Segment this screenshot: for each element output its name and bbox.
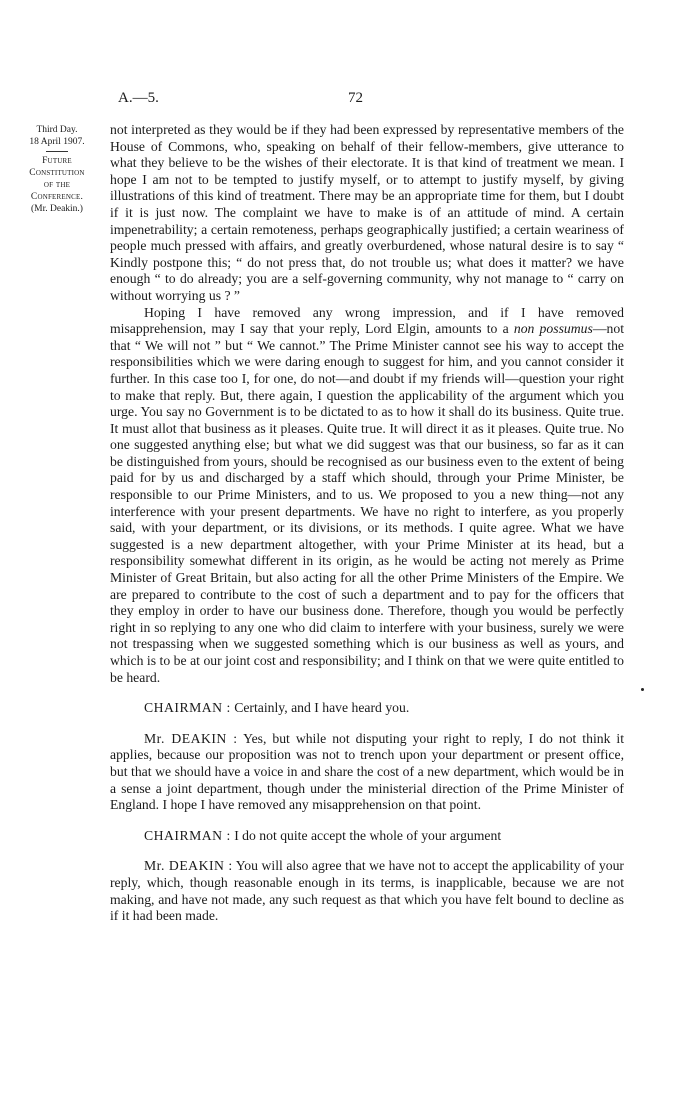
body-text bbox=[110, 122, 624, 925]
margin-subject-line3: of the bbox=[43, 180, 71, 190]
document-reference: A.—5. bbox=[118, 90, 159, 106]
paragraph-2 bbox=[110, 305, 624, 687]
speaker-label: CHAIRMAN : bbox=[144, 700, 231, 716]
speech-deakin-1 bbox=[110, 731, 624, 814]
speech-deakin-2 bbox=[110, 858, 624, 924]
speech-text: You will also agree that we have not to accept the applicability of your reply, which, though reasonable enough in its terms, is inapplicable, because we are not making, and have not made, any such request as that which you have felt bound to decline as if it had been made. bbox=[110, 858, 624, 924]
speaker-label: CHAIRMAN : bbox=[144, 827, 231, 843]
paragraph-2-part1: Hoping I have removed any wrong impression, and if I have removed misapprehension, may I say that your reply, Lord Elgin, amounts to a bbox=[110, 304, 624, 337]
speech-text: I do not quite accept the whole of your argument bbox=[234, 827, 502, 843]
margin-date: 18 April 1907. bbox=[29, 137, 85, 147]
speaker-label: Mr. DEAKIN : bbox=[144, 858, 233, 874]
margin-subject-line1: Future bbox=[42, 156, 72, 166]
margin-day: Third Day. bbox=[36, 125, 78, 135]
paragraph-2-part2: —not that “ We will not ” but “ We cannot.” The Prime Minister cannot see his way to accept the responsibilities which we were daring enough to suggest for him, and you cannot consider it further. In this case too I, for one, do not—and doubt if my friends will—question your right to make that reply. But, there again, I question the applicability of the argument which you urge. You say no Government is to be dictated to as to how it shall do its business. Quite true. It must allot that business as it pleases. Quite true. It will direct it as it pleases. Quite true. No one suggested anything else; but what we did suggest was that our business, so far as it can be distinguished from yours, should be recognised as our business even to the extent of being paid for by us and discharged by a staff which should, through your Prime Minister, be responsible to our Prime Ministers, and to us. We proposed to you a new thing—not any interference with your present departments. We have no right to interfere, as you properly said, with your department, or its divisions, or its methods. I quite agree. What we have suggested is a new department altogether, with your Prime Minister at its head, but a responsibility somewhat different in its origin, as he would be acting not merely as Prime Minister of Great Britain, but also acting for all the other Prime Ministers of the Empire. We are prepared to contribute to the cost of such a department and to pay for the officers that they employ in order to have our business done. Therefore, though you would be perfectly right in so replying to any one who did claim to interfere with your business, surely we were not trespassing when we suggested something which is our business as well as yours, and which is to be at our joint cost and responsibility; and I think on that we were quite entitled to be heard. bbox=[110, 321, 624, 685]
margin-note bbox=[14, 124, 100, 215]
page-header bbox=[0, 90, 700, 110]
speech-chairman-1 bbox=[110, 700, 624, 717]
ink-speck bbox=[641, 688, 644, 691]
speaker-label: Mr. DEAKIN : bbox=[144, 730, 238, 746]
page-number: 72 bbox=[348, 90, 363, 106]
paragraph-2-latin-phrase: non possumus bbox=[513, 321, 593, 337]
margin-divider bbox=[46, 151, 68, 152]
margin-subject-line4: Conference. bbox=[30, 192, 84, 202]
margin-subject-line2: Constitution bbox=[29, 168, 85, 178]
speech-text: Certainly, and I have heard you. bbox=[234, 700, 410, 716]
speech-text: Yes, but while not disputing your right to reply, I do not think it applies, because our proposition was not to trench upon your department or present office, but that we should have a voice in and share the cost of a new department, which would be in a sense a joint department, though under the ministerial direction of the Prime Minister of England. I hope I have removed any misapprehension on that point. bbox=[110, 730, 625, 813]
margin-speaker: (Mr. Deakin.) bbox=[31, 204, 83, 214]
paragraph-1: not interpreted as they would be if they had been expressed by representative members of the House of Commons, who, speaking on behalf of their fellow-members, give utterance to what they believe to be the wishes of their electorate. It is that kind of treatment we mean. I hope I am not to be tempted to justify myself, or to attempt to justify myself, by giving illustrations of this kind of treatment. There may be an appropriate time for them, but I doubt if it is just now. The complaint we have to make is of an attitude of mind. A certain impenetrability; a certain remoteness, perhaps geographically justified; a certain weariness of people much pressed with affairs, and greatly overburdened, whose natural desire is to say “ Kindly postpone this; “ do not press that, do not trouble us; what does it matter? we have enough “ to do already; you are a self-governing community, why not manage to “ carry on without worrying us ? ” bbox=[110, 122, 624, 303]
speech-chairman-2 bbox=[110, 828, 624, 845]
